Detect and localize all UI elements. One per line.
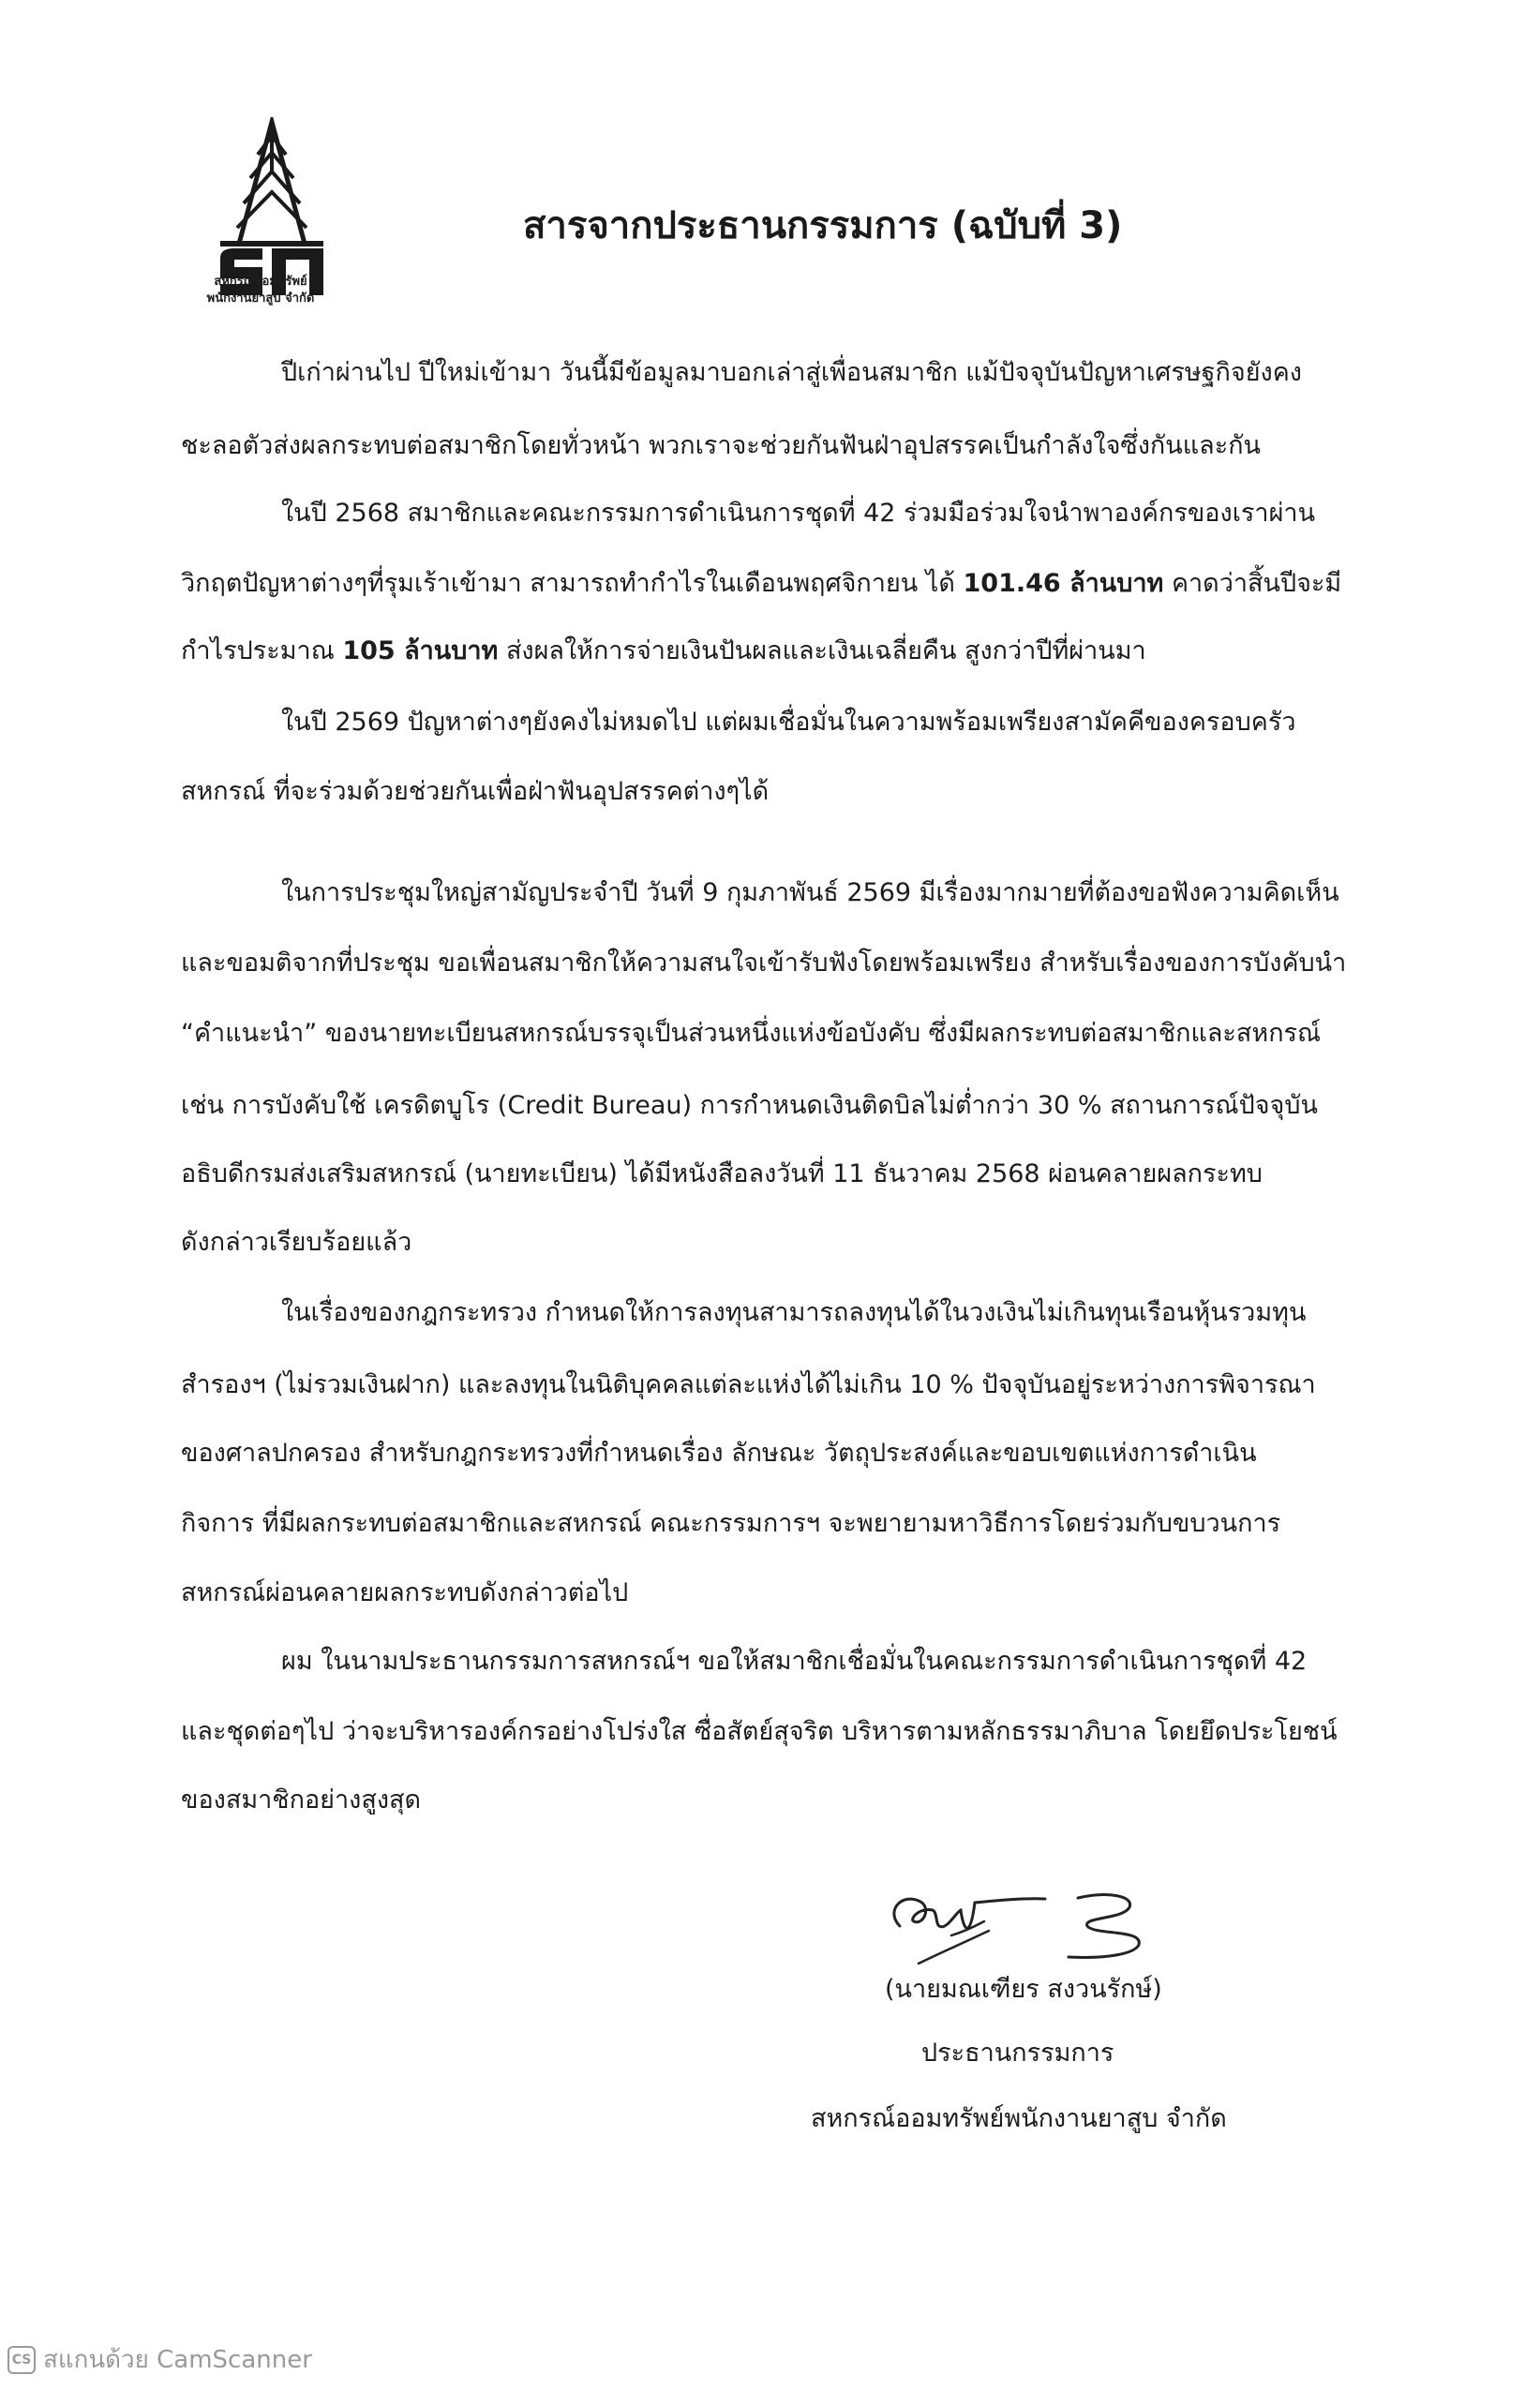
logo-caption-line1: สหกรณ์ออมทรัพย์ bbox=[214, 275, 307, 289]
logo-caption bbox=[167, 274, 354, 307]
paragraph-4-line-6: ดังกล่าวเรียบร้อยแล้ว bbox=[181, 1228, 412, 1257]
camscanner-watermark bbox=[7, 2340, 312, 2379]
watermark-text: สแกนด้วย CamScanner bbox=[43, 2346, 312, 2374]
paragraph-3-line-2: สหกรณ์ ที่จะร่วมด้วยช่วยกันเพื่อฝ่าฟันอุปสรรคต่างๆได้ bbox=[181, 777, 770, 806]
paragraph-5-line-1: ในเรื่องของกฎกระทรวง กำหนดให้การลงทุนสามารถลงทุนได้ในวงเงินไม่เกินทุนเรือนหุ้นรวมทุน bbox=[281, 1298, 1307, 1327]
profit-november-amount: 101.46 ล้านบาท bbox=[963, 569, 1164, 598]
paragraph-4-line-4: เช่น การบังคับใช้ เครดิตบูโร (Credit Bureau) การกำหนดเงินติดบิลไม่ต่ำกว่า 30 % สถานการณ์ปัจจุบัน bbox=[181, 1091, 1318, 1120]
text-span: กำไรประมาณ bbox=[181, 636, 343, 665]
page-title: สารจากประธานกรรมการ (ฉบับที่ 3) bbox=[523, 204, 1123, 247]
paragraph-5-line-4: กิจการ ที่มีผลกระทบต่อสมาชิกและสหกรณ์ คณะกรรมการฯ จะพยายามหาวิธีการโดยร่วมกับขบวนการ bbox=[181, 1509, 1281, 1538]
paragraph-2-line-1: ในปี 2568 สมาชิกและคณะกรรมการดำเนินการชุดที่ 42 ร่วมมือร่วมใจนำพาองค์กรของเราผ่าน bbox=[281, 499, 1316, 528]
text-span: วิกฤตปัญหาต่างๆที่รุมเร้าเข้ามา สามารถทำกำไรในเดือนพฤศจิกายน ได้ bbox=[181, 569, 964, 598]
paragraph-2-line-3 bbox=[181, 630, 1146, 670]
paragraph-5-line-3: ของศาลปกครอง สำหรับกฎกระทรวงที่กำหนดเรื่อง ลักษณะ วัตถุประสงค์และขอบเขตแห่งการดำเนิน bbox=[181, 1439, 1257, 1468]
paragraph-3-line-1: ในปี 2569 ปัญหาต่างๆยังคงไม่หมดไป แต่ผมเชื่อมั่นในความพร้อมเพรียงสามัคคีของครอบครัว bbox=[281, 708, 1296, 737]
paragraph-1-line-1: ปีเก่าผ่านไป ปีใหม่เข้ามา วันนี้มีข้อมูลมาบอกเล่าสู่เพื่อนสมาชิก แม้ปัจจุบันปัญหาเศรษฐกิจยังคง bbox=[281, 358, 1302, 387]
signatory-name: (นายมณเฑียร สงวนรักษ์) bbox=[885, 1975, 1162, 2004]
paragraph-1-line-2: ชะลอตัวส่งผลกระทบต่อสมาชิกโดยทั่วหน้า พวกเราจะช่วยกันฟันฝ่าอุปสรรคเป็นกำลังใจซึ่งกันและกัน bbox=[181, 431, 1261, 460]
logo-caption-line2: พนักงานยาสูบ จำกัด bbox=[206, 291, 315, 306]
text-span: ส่งผลให้การจ่ายเงินปันผลและเงินเฉลี่ยคืน สูงกว่าปีที่ผ่านมา bbox=[498, 636, 1146, 665]
paragraph-5-line-2: สำรองฯ (ไม่รวมเงินฝาก) และลงทุนในนิติบุคคลแต่ละแห่งได้ไม่เกิน 10 % ปัจจุบันอยู่ระหว่างการพิจารณา bbox=[181, 1370, 1316, 1399]
paragraph-4-line-1: ในการประชุมใหญ่สามัญประจำปี วันที่ 9 กุมภาพันธ์ 2569 มีเรื่องมากมายที่ต้องขอฟังความคิดเห็น bbox=[281, 878, 1339, 907]
paragraph-2-line-2 bbox=[181, 562, 1341, 603]
handwritten-signature bbox=[881, 1875, 1162, 1968]
paragraph-6-line-1: ผม ในนามประธานกรรมการสหกรณ์ฯ ขอให้สมาชิกเชื่อมั่นในคณะกรรมการดำเนินการชุดที่ 42 bbox=[281, 1647, 1308, 1676]
text-span: คาดว่าสิ้นปีจะมี bbox=[1163, 569, 1342, 598]
paragraph-4-line-5: อธิบดีกรมส่งเสริมสหกรณ์ (นายทะเบียน) ได้มีหนังสือลงวันที่ 11 ธันวาคม 2568 ผ่อนคลายผลกระทบ bbox=[181, 1159, 1263, 1188]
signatory-organization: สหกรณ์ออมทรัพย์พนักงานยาสูบ จำกัด bbox=[811, 2104, 1227, 2133]
paragraph-5-line-5: สหกรณ์ผ่อนคลายผลกระทบดังกล่าวต่อไป bbox=[181, 1578, 629, 1607]
paragraph-6-line-2: และชุดต่อๆไป ว่าจะบริหารองค์กรอย่างโปร่งใส ซื่อสัตย์สุจริต บริหารตามหลักธรรมาภิบาล โดยยึดประโยชน์ bbox=[181, 1717, 1338, 1746]
paragraph-4-line-2: และขอมติจากที่ประชุม ขอเพื่อนสมาชิกให้ความสนใจเข้ารับฟังโดยพร้อมเพรียง สำหรับเรื่องของการบังคับนำ bbox=[181, 949, 1347, 978]
paragraph-4-line-3: “คำแนะนำ” ของนายทะเบียนสหกรณ์บรรจุเป็นส่วนหนึ่งแห่งข้อบังคับ ซึ่งมีผลกระทบต่อสมาชิกและสหกรณ์ bbox=[181, 1019, 1322, 1048]
camscanner-icon: CS bbox=[7, 2346, 36, 2374]
paragraph-6-line-3: ของสมาชิกอย่างสูงสุด bbox=[181, 1785, 422, 1815]
profit-estimate-amount: 105 ล้านบาท bbox=[342, 636, 499, 665]
signatory-position: ประธานกรรมการ bbox=[921, 2039, 1114, 2068]
